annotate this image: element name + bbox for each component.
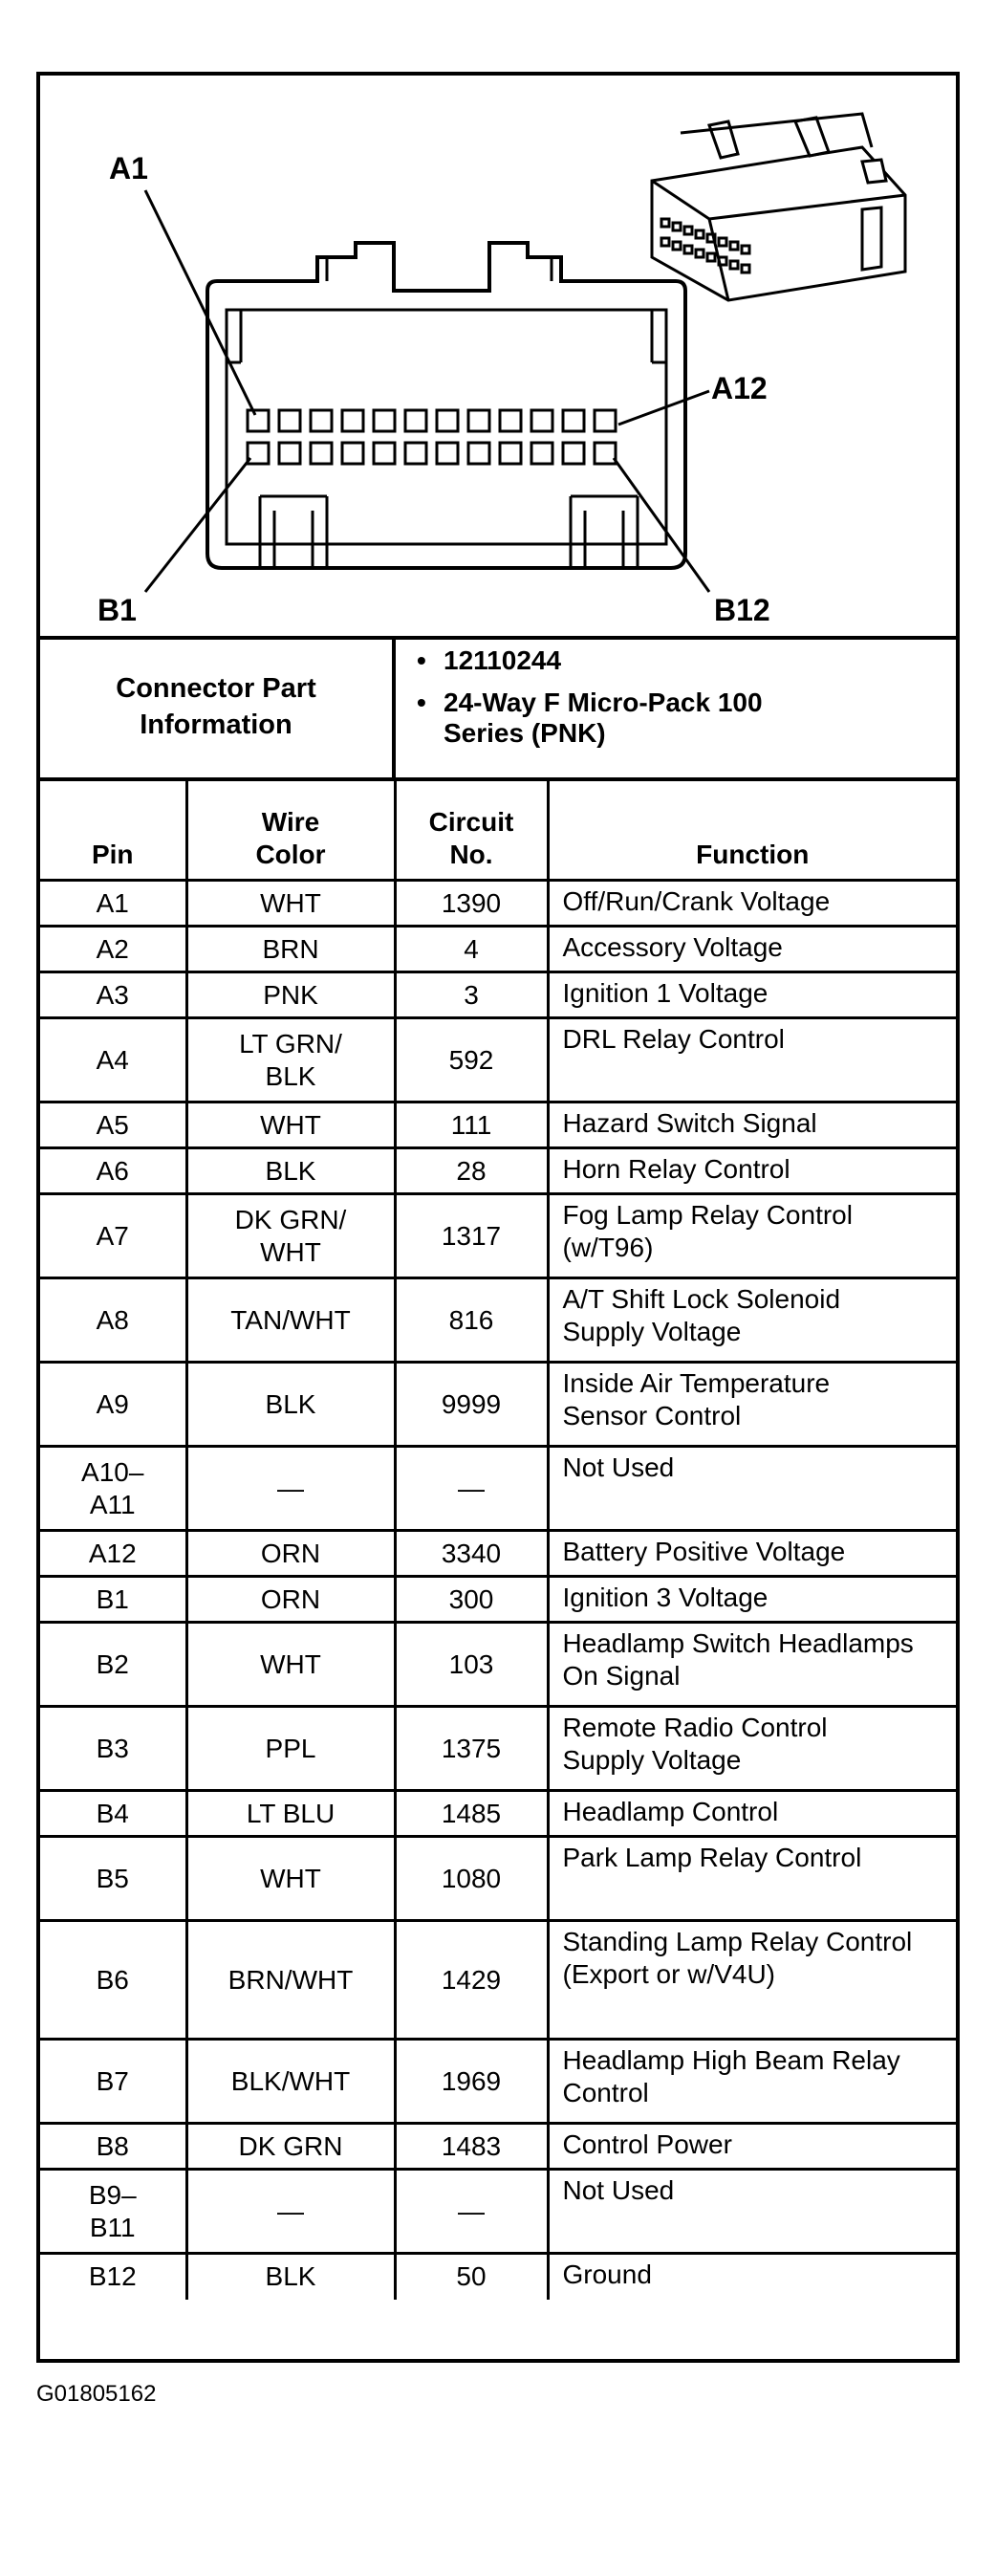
wire-color-cell: WHT [186, 1837, 395, 1921]
function-cell: Park Lamp Relay Control [548, 1837, 956, 1921]
pin-cell: A6 [40, 1148, 186, 1194]
wire-color-cell: BRN [186, 927, 395, 972]
circuit-cell: — [395, 2170, 548, 2254]
pin-cell: B2 [40, 1623, 186, 1707]
wire-color-cell: — [186, 1447, 395, 1531]
function-cell: Ground [548, 2254, 956, 2300]
function-cell: Not Used [548, 1447, 956, 1531]
wire-color-cell: DK GRN [186, 2124, 395, 2170]
function-cell: Headlamp Switch Headlamps On Signal [548, 1623, 956, 1707]
table-row [40, 972, 956, 1018]
pin-cell: A4 [40, 1018, 186, 1102]
header-circuit-no: Circuit No. [395, 777, 548, 881]
table-row [40, 1531, 956, 1577]
pin-cell: B8 [40, 2124, 186, 2170]
connector-3d-view [652, 114, 905, 300]
function-cell: Horn Relay Control [548, 1148, 956, 1194]
label-a12: A12 [711, 371, 768, 405]
info-detail-part-number: • 12110244 [417, 645, 562, 675]
pin-cell: A10– A11 [40, 1447, 186, 1531]
table-row [40, 1707, 956, 1791]
connector-face [207, 243, 685, 568]
info-details-cell [396, 636, 956, 777]
function-cell: Accessory Voltage [548, 927, 956, 972]
pin-cell: B1 [40, 1577, 186, 1623]
wire-color-cell: BLK/WHT [186, 2040, 395, 2124]
table-row [40, 881, 956, 927]
circuit-cell: 111 [395, 1102, 548, 1148]
wire-color-cell: BLK [186, 2254, 395, 2300]
pin-cell: B5 [40, 1837, 186, 1921]
pin-cell: A1 [40, 881, 186, 927]
circuit-cell: 592 [395, 1018, 548, 1102]
label-b1: B1 [97, 593, 137, 627]
function-cell: Fog Lamp Relay Control (w/T96) [548, 1194, 956, 1278]
figure-id: G01805162 [36, 2381, 157, 2407]
wire-color-cell: LT BLU [186, 1791, 395, 1837]
table-row [40, 2040, 956, 2124]
pin-cell: A7 [40, 1194, 186, 1278]
circuit-cell: 1390 [395, 881, 548, 927]
function-cell: Control Power [548, 2124, 956, 2170]
wire-color-cell: TAN/WHT [186, 1278, 395, 1363]
function-cell: Hazard Switch Signal [548, 1102, 956, 1148]
wire-color-cell: WHT [186, 881, 395, 927]
table-row [40, 1623, 956, 1707]
table-row [40, 1577, 956, 1623]
table-row [40, 2124, 956, 2170]
circuit-cell: 1969 [395, 2040, 548, 2124]
function-cell: DRL Relay Control [548, 1018, 956, 1102]
wire-color-cell: DK GRN/ WHT [186, 1194, 395, 1278]
circuit-cell: — [395, 1447, 548, 1531]
pin-cell: A5 [40, 1102, 186, 1148]
circuit-cell: 1483 [395, 2124, 548, 2170]
wire-color-cell: ORN [186, 1531, 395, 1577]
wire-color-cell: LT GRN/ BLK [186, 1018, 395, 1102]
terminal-cavities [248, 410, 616, 464]
wire-color-cell: BRN/WHT [186, 1921, 395, 2040]
circuit-cell: 300 [395, 1577, 548, 1623]
pin-cell: A8 [40, 1278, 186, 1363]
circuit-cell: 50 [395, 2254, 548, 2300]
circuit-cell: 3340 [395, 1531, 548, 1577]
info-detail-description: • 24-Way F Micro-Pack 100 Series (PNK) [417, 688, 763, 748]
pin-table [40, 777, 956, 2300]
function-cell: Headlamp High Beam Relay Control [548, 2040, 956, 2124]
function-cell: Remote Radio Control Supply Voltage [548, 1707, 956, 1791]
connector-sheet [36, 72, 960, 2363]
wire-color-cell: PNK [186, 972, 395, 1018]
pin-table-header [40, 777, 956, 881]
function-cell: Ignition 1 Voltage [548, 972, 956, 1018]
circuit-cell: 3 [395, 972, 548, 1018]
pin-cell: A12 [40, 1531, 186, 1577]
circuit-cell: 28 [395, 1148, 548, 1194]
table-row [40, 1194, 956, 1278]
table-row [40, 1018, 956, 1102]
pin-cell: B3 [40, 1707, 186, 1791]
info-title-cell [40, 636, 396, 777]
header-pin: Pin [40, 777, 186, 881]
circuit-cell: 1317 [395, 1194, 548, 1278]
circuit-cell: 1375 [395, 1707, 548, 1791]
circuit-cell: 4 [395, 927, 548, 972]
pin-cell: A3 [40, 972, 186, 1018]
pin-cell: B6 [40, 1921, 186, 2040]
circuit-cell: 103 [395, 1623, 548, 1707]
table-row [40, 1278, 956, 1363]
wire-color-cell: — [186, 2170, 395, 2254]
header-wire-color: Wire Color [186, 777, 395, 881]
function-cell: Inside Air Temperature Sensor Control [548, 1363, 956, 1447]
wire-color-cell: PPL [186, 1707, 395, 1791]
connector-face-diagram [40, 76, 956, 640]
circuit-cell: 816 [395, 1278, 548, 1363]
table-row [40, 927, 956, 972]
table-row [40, 2254, 956, 2300]
table-row [40, 1148, 956, 1194]
function-cell: Ignition 3 Voltage [548, 1577, 956, 1623]
pin-cell: B7 [40, 2040, 186, 2124]
table-row [40, 1363, 956, 1447]
function-cell: A/T Shift Lock Solenoid Supply Voltage [548, 1278, 956, 1363]
bullet-icon: • [417, 688, 426, 717]
wire-color-cell: WHT [186, 1623, 395, 1707]
table-row [40, 2170, 956, 2254]
label-a1: A1 [109, 151, 148, 186]
pin-cell: A2 [40, 927, 186, 972]
info-title: Connector Part Information [116, 673, 316, 740]
header-function: Function [548, 777, 956, 881]
function-cell: Not Used [548, 2170, 956, 2254]
pin-cell: B4 [40, 1791, 186, 1837]
wire-color-cell: BLK [186, 1148, 395, 1194]
pin-cell: A9 [40, 1363, 186, 1447]
circuit-cell: 1080 [395, 1837, 548, 1921]
circuit-cell: 9999 [395, 1363, 548, 1447]
table-row [40, 1447, 956, 1531]
table-row [40, 1921, 956, 2040]
wire-color-cell: WHT [186, 1102, 395, 1148]
wire-color-cell: ORN [186, 1577, 395, 1623]
circuit-cell: 1429 [395, 1921, 548, 2040]
function-cell: Headlamp Control [548, 1791, 956, 1837]
function-cell: Off/Run/Crank Voltage [548, 881, 956, 927]
pin-cell: B9– B11 [40, 2170, 186, 2254]
circuit-cell: 1485 [395, 1791, 548, 1837]
label-b12: B12 [714, 593, 770, 627]
table-row [40, 1102, 956, 1148]
function-cell: Standing Lamp Relay Control (Export or w/V4U) [548, 1921, 956, 2040]
wire-color-cell: BLK [186, 1363, 395, 1447]
table-row [40, 1791, 956, 1837]
table-row [40, 1837, 956, 1921]
bullet-icon: • [417, 645, 426, 675]
connector-part-information [40, 636, 956, 781]
pin-cell: B12 [40, 2254, 186, 2300]
function-cell: Battery Positive Voltage [548, 1531, 956, 1577]
connector-drawing [40, 76, 956, 640]
